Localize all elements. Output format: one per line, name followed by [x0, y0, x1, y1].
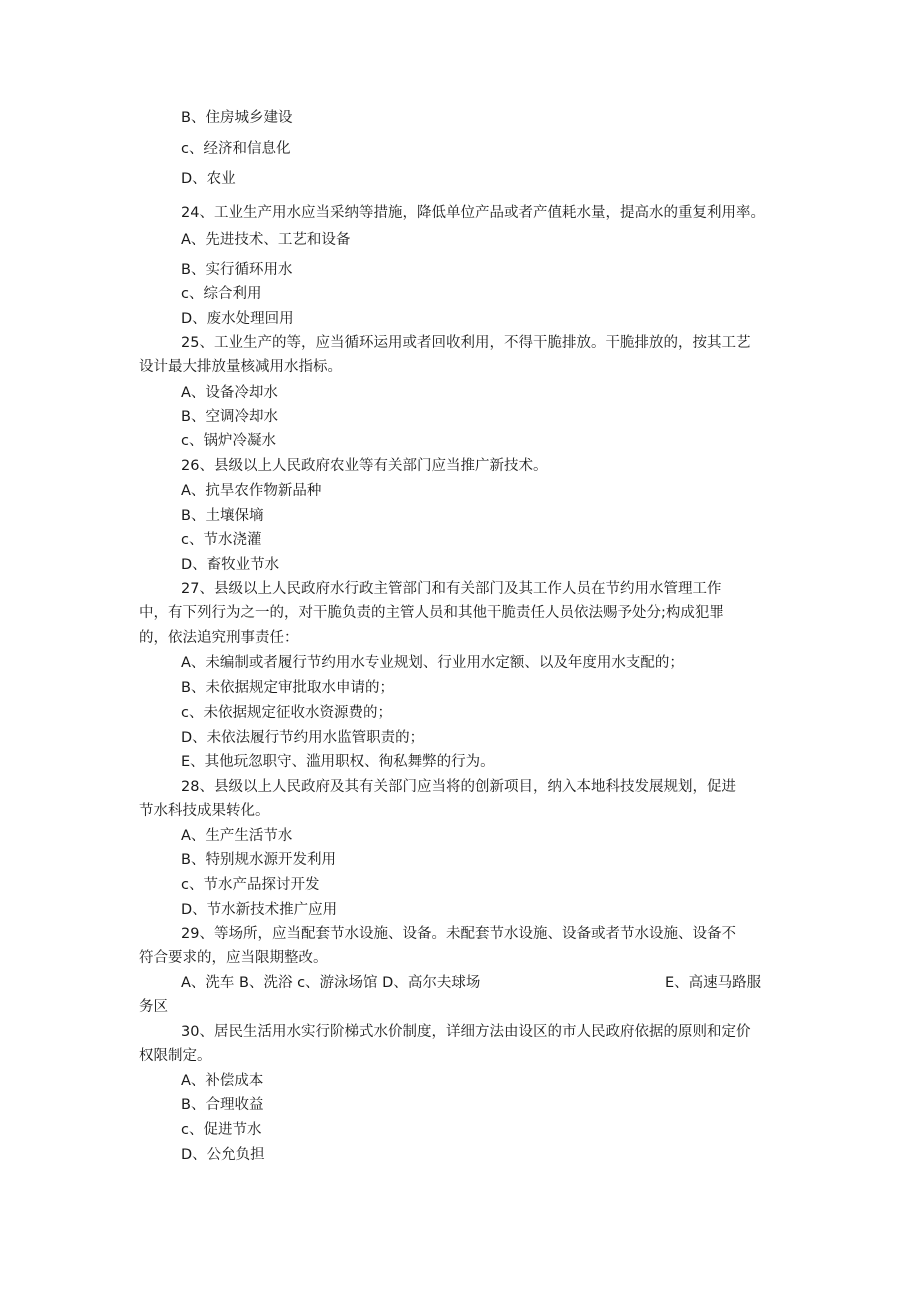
- q28-stem-line1: 28、县级以上人民政府及其有关部门应当将的创新项目，纳入本地科技发展规划，促进: [181, 779, 736, 795]
- q24-option-c: c、综合利用: [181, 286, 262, 302]
- q30-option-b: B、合理收益: [181, 1097, 264, 1113]
- q30-option-c: c、促进节水: [181, 1122, 262, 1138]
- q26-option-a: A、抗旱农作物新品种: [181, 483, 322, 499]
- q27-option-d: D、未依法履行节约用水监管职责的；: [181, 730, 425, 746]
- q24-option-d: D、废水处理回用: [181, 311, 294, 327]
- q24-option-a: A、先进技术、工艺和设备: [181, 232, 351, 248]
- q29-options-abcd: A、洗车 B、洗浴 c、游泳场馆 D、高尔夫球场: [181, 975, 481, 991]
- q26-option-b: B、土壤保墒: [181, 508, 264, 524]
- q24-option-b: B、实行循环用水: [181, 262, 293, 278]
- q25-option-b: B、空调冷却水: [181, 409, 278, 425]
- q27-stem-line1: 27、县级以上人民政府水行政主管部门和有关部门及其工作人员在节约用水管理工作: [181, 581, 722, 597]
- q30-option-d: D、公允负担: [181, 1147, 265, 1163]
- q29-option-e-cont: 务区: [139, 999, 168, 1015]
- q23-option-d: D、农业: [181, 171, 236, 187]
- q26-option-c: c、节水浇灌: [181, 532, 262, 548]
- q26-option-d: D、畜牧业节水: [181, 557, 280, 573]
- q28-option-c: c、节水产品探讨开发: [181, 877, 320, 893]
- q28-option-b: B、特别规水源开发利用: [181, 852, 336, 868]
- q25-stem-line1: 25、工业生产的等，应当循环运用或者回收利用，不得干脆排放。干脆排放的，按其工艺: [181, 335, 751, 351]
- q25-option-a: A、设备冷却水: [181, 385, 278, 401]
- q25-option-c: c、锅炉冷凝水: [181, 433, 276, 449]
- q24-stem: 24、工业生产用水应当采纳等措施，降低单位产品或者产值耗水量，提高水的重复利用率。: [181, 205, 765, 221]
- q23-option-c: c、经济和信息化: [181, 141, 291, 157]
- q27-option-a: A、未编制或者履行节约用水专业规划、行业用水定额、以及年度用水支配的；: [181, 655, 684, 671]
- q27-option-e: E、其他玩忽职守、滥用职权、徇私舞弊的行为。: [181, 754, 495, 770]
- q29-stem-line2: 符合要求的，应当限期整改。: [139, 950, 328, 966]
- q26-stem: 26、县级以上人民政府农业等有关部门应当推广新技术。: [181, 458, 548, 474]
- q29-option-e: E、高速马路服: [665, 975, 762, 991]
- q28-stem-line2: 节水科技成果转化。: [139, 803, 270, 819]
- q30-stem-line2: 权限制定。: [139, 1048, 212, 1064]
- q28-option-d: D、节水新技术推广应用: [181, 902, 338, 918]
- q30-option-a: A、补偿成本: [181, 1073, 264, 1089]
- q29-stem-line1: 29、等场所，应当配套节水设施、设备。未配套节水设施、设备或者节水设施、设备不: [181, 926, 736, 942]
- q28-option-a: A、生产生活节水: [181, 828, 293, 844]
- q27-option-b: B、未依据规定审批取水申请的；: [181, 680, 394, 696]
- q27-stem-line2: 中，有下列行为之一的，对干脆负责的主管人员和其他干脆责任人员依法赐予处分;构成犯罪: [139, 605, 724, 621]
- q25-stem-line2: 设计最大排放量核减用水指标。: [139, 359, 342, 375]
- q23-option-b: B、住房城乡建设: [181, 110, 293, 126]
- q27-stem-line3: 的，依法追究刑事责任：: [139, 630, 299, 646]
- q27-option-c: c、未依据规定征收水资源费的；: [181, 705, 392, 721]
- q30-stem-line1: 30、居民生活用水实行阶梯式水价制度，详细方法由设区的市人民政府依据的原则和定价: [181, 1024, 751, 1040]
